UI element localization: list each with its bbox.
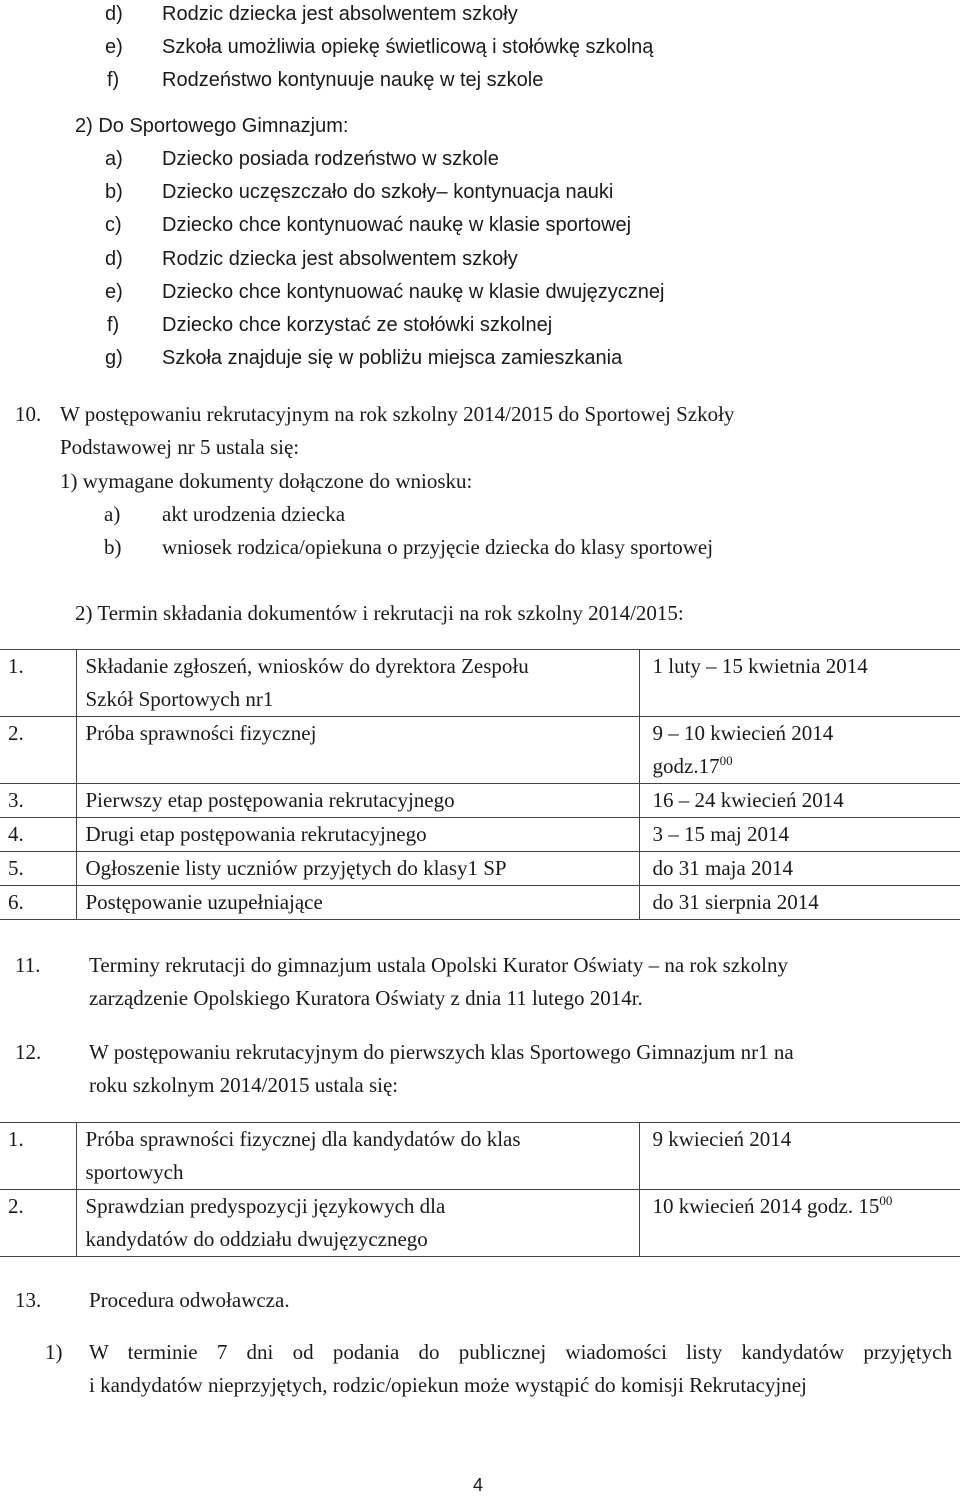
row-date: 9 kwiecień 2014 xyxy=(639,1123,960,1190)
gimnazjum-schedule-table xyxy=(0,1122,960,1257)
list-marker: d) xyxy=(105,3,123,25)
row-number: 3. xyxy=(0,784,76,818)
section-text: W postępowaniu rekrutacyjnym na rok szkolny 2014/2015 do Sportowej Szkoły xyxy=(60,402,735,426)
section-text: W postępowaniu rekrutacyjnym do pierwszych klas Sportowego Gimnazjum nr1 na xyxy=(89,1040,794,1064)
section-number: 13. xyxy=(15,1288,42,1312)
table-row xyxy=(0,818,960,852)
section-text: Podstawowej nr 5 ustala się: xyxy=(60,435,300,459)
list-item-text: Dziecko chce korzystać ze stołówki szkolnej xyxy=(162,314,553,336)
section-number: 11. xyxy=(15,953,41,977)
row-description: Postępowanie uzupełniające xyxy=(76,886,639,920)
section-text: i kandydatów nieprzyjętych, rodzic/opiekun może wystąpić do komisji Rekrutacyjnej xyxy=(89,1373,807,1397)
table-row xyxy=(0,650,960,717)
row-number: 5. xyxy=(0,852,76,886)
table-row xyxy=(0,852,960,886)
list-marker: g) xyxy=(105,347,123,369)
row-number: 2. xyxy=(0,1190,76,1257)
termin-heading: 2) Termin składania dokumentów i rekrutacji na rok szkolny 2014/2015: xyxy=(75,601,684,625)
section-title: Procedura odwoławcza. xyxy=(89,1288,290,1312)
section-number: 12. xyxy=(15,1040,42,1064)
row-date: 10 kwiecień 2014 godz. $15^{00}$ xyxy=(639,1190,960,1257)
list-item-text: Dziecko posiada rodzeństwo w szkole xyxy=(162,148,499,170)
section-text: W terminie 7 dni od podania do publicznej wiadomości listy kandydatów przyjętych xyxy=(89,1340,952,1364)
list-item-text: Dziecko uczęszczało do szkoły– kontynuacja nauki xyxy=(162,181,614,203)
row-description: Drugi etap postępowania rekrutacyjnego xyxy=(76,818,639,852)
list-item-text: Dziecko chce kontynuować naukę w klasie sportowej xyxy=(162,214,632,236)
schedule-table xyxy=(0,649,960,920)
section-text: zarządzenie Opolskiego Kuratora Oświaty z dnia 11 lutego 2014r. xyxy=(89,986,643,1010)
list-marker: f) xyxy=(107,69,120,91)
page-number: 4 xyxy=(473,1475,484,1495)
row-description: Składanie zgłoszeń, wniosków do dyrektora Zespołu Szkół Sportowych nr1 xyxy=(76,650,639,717)
gimnazjum-heading: 2) Do Sportowego Gimnazjum: xyxy=(75,115,349,137)
table-row xyxy=(0,1190,960,1257)
list-item-text: Szkoła umożliwia opiekę świetlicową i stołówkę szkolną xyxy=(162,36,654,58)
list-item-text: Rodzeństwo kontynuuje naukę w tej szkole xyxy=(162,69,544,91)
docs-heading: 1) wymagane dokumenty dołączone do wniosku: xyxy=(60,469,473,493)
table-row xyxy=(0,717,960,784)
table-row xyxy=(0,1123,960,1190)
list-marker: a) xyxy=(104,502,121,526)
row-number: 4. xyxy=(0,818,76,852)
row-number: 1. xyxy=(0,1123,76,1190)
row-number: 6. xyxy=(0,886,76,920)
row-description: Próba sprawności fizycznej dla kandydatów do klas sportowych xyxy=(76,1123,639,1190)
list-item-text: akt urodzenia dziecka xyxy=(162,502,346,526)
row-date: 9 – 10 kwiecień 2014 $godz.17^{00}$ xyxy=(639,717,960,784)
list-item-text: Dziecko chce kontynuować naukę w klasie dwujęzycznej xyxy=(162,281,665,303)
row-date: 16 – 24 kwiecień 2014 xyxy=(639,784,960,818)
row-description: Ogłoszenie listy uczniów przyjętych do klasy1 SP xyxy=(76,852,639,886)
table-row xyxy=(0,886,960,920)
list-item-text: Rodzic dziecka jest absolwentem szkoły xyxy=(162,248,518,270)
list-item-text: Szkoła znajduje się w pobliżu miejsca zamieszkania xyxy=(162,347,623,369)
list-marker: e) xyxy=(105,36,123,58)
row-description: Sprawdzian predyspozycji językowych dla kandydatów do oddziału dwujęzycznego xyxy=(76,1190,639,1257)
row-date: 1 luty – 15 kwietnia 2014 xyxy=(639,650,960,717)
row-number: 2. xyxy=(0,717,76,784)
row-description: Pierwszy etap postępowania rekrutacyjnego xyxy=(76,784,639,818)
table-row xyxy=(0,784,960,818)
row-description: Próba sprawności fizycznej xyxy=(76,717,639,784)
row-date: do 31 sierpnia 2014 xyxy=(639,886,960,920)
list-marker: b) xyxy=(104,535,122,559)
list-marker: f) xyxy=(107,314,120,336)
section-text: roku szkolnym 2014/2015 ustala się: xyxy=(89,1073,399,1097)
section-text: Terminy rekrutacji do gimnazjum ustala Opolski Kurator Oświaty – na rok szkolny xyxy=(89,953,788,977)
section-number: 10. xyxy=(15,402,42,426)
list-marker: c) xyxy=(105,214,122,236)
row-date: do 31 maja 2014 xyxy=(639,852,960,886)
list-item-text: wniosek rodzica/opiekuna o przyjęcie dziecka do klasy sportowej xyxy=(162,535,714,559)
row-number: 1. xyxy=(0,650,76,717)
list-marker: d) xyxy=(105,248,123,270)
list-marker: a) xyxy=(105,148,123,170)
list-marker: 1) xyxy=(45,1340,63,1364)
list-marker: b) xyxy=(105,181,123,203)
list-item-text: Rodzic dziecka jest absolwentem szkoły xyxy=(162,3,518,25)
list-marker: e) xyxy=(105,281,123,303)
row-date: 3 – 15 maj 2014 xyxy=(639,818,960,852)
